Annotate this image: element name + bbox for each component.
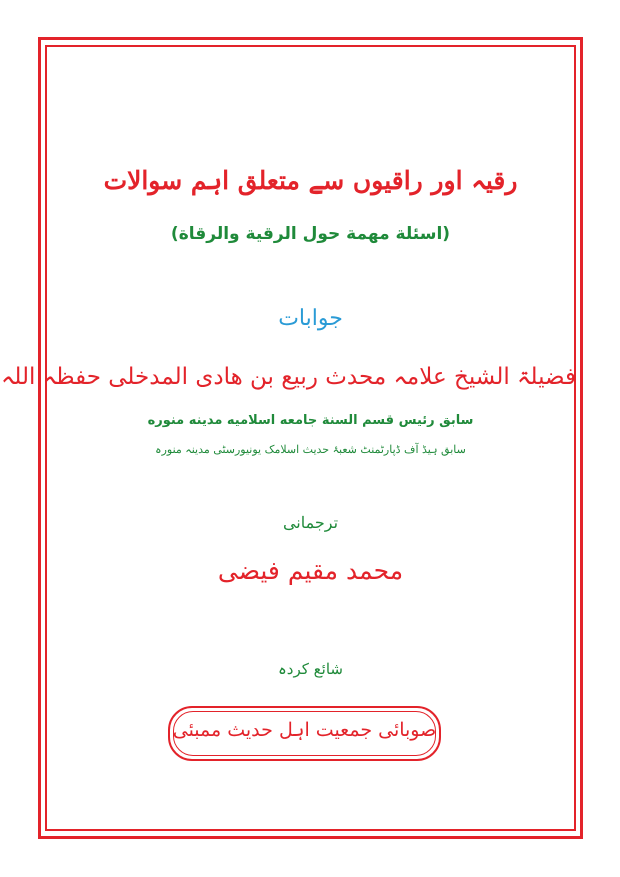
scholar-role-arabic: سابق رئيس قسم السنة جامعه اسلاميه مدينه منوره — [147, 413, 474, 428]
publisher-box — [168, 706, 441, 761]
scholar-name: فضیلۃ الشیخ علامہ محدث ربیع بن ھادی المدخلی حفظہ اللہ — [0, 364, 576, 390]
book-title: رقیہ اور راقیوں سے متعلق اہم سوالات — [103, 166, 518, 195]
translation-label: ترجمانی — [282, 513, 339, 532]
publisher-label: شائع کردہ — [278, 660, 343, 678]
arabic-subtitle: (اسئلة مهمة حول الرقية والرقاة) — [170, 224, 451, 244]
scholar-role-urdu: سابق ہیڈ آف ڈپارٹمنٹ شعبۂ حدیث اسلامک یونیورسٹی مدینہ منورہ — [155, 443, 466, 456]
publisher-name: صوبائی جمعیت اہل حدیث ممبئی — [172, 719, 437, 741]
answers-label: جوابات — [278, 306, 343, 331]
translator-name: محمد مقیم فیضی — [217, 556, 404, 585]
